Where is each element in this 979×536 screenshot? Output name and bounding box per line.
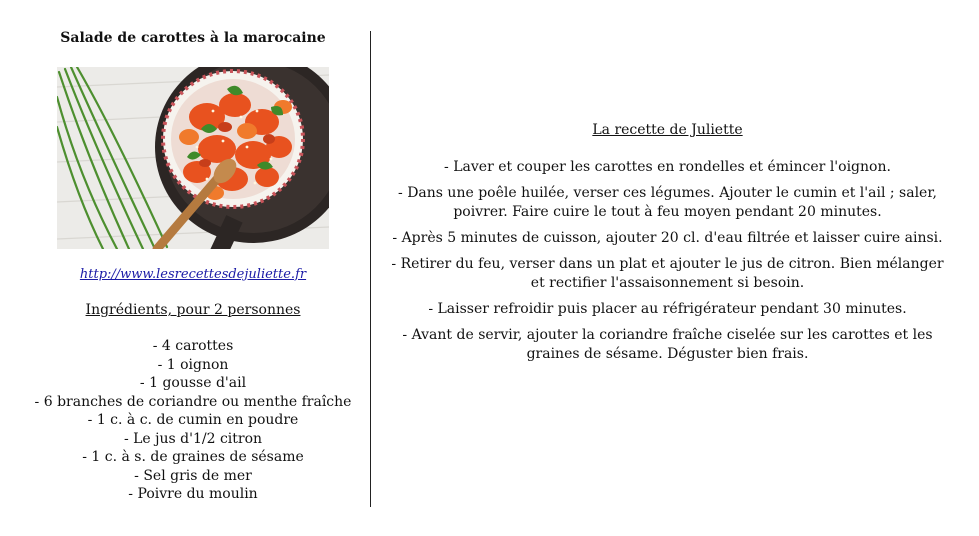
right-column [390,120,945,371]
list-item: - Sel gris de mer [134,467,252,484]
recipe-step: - Laver et couper les carottes en rondelles et émincer l'oignon. [444,159,891,175]
recipe-step: - Laisser refroidir puis placer au réfrigérateur pendant 30 minutes. [428,301,907,317]
recipe-step: - Retirer du feu, verser dans un plat et ajouter le jus de citron. Bien mélanger et rectifier l'assaisonnement si besoin. [391,256,944,291]
list-item: - Poivre du moulin [128,486,258,502]
recipe-heading: La recette de Juliette [592,122,743,138]
list-item: - 1 oignon [157,356,229,373]
recipe-step: - Dans une poêle huilée, verser ces légumes. Ajouter le cumin et l'ail ; saler, poivrer. Faire cuire le tout à feu moyen pendant 20 minutes. [398,185,937,220]
list-item: - Le jus d'1/2 citron [123,430,263,447]
list-item: - 4 carottes [152,338,234,354]
ingredients-heading: Ingrédients, pour 2 personnes [85,302,301,318]
recipe-step: - Après 5 minutes de cuisson, ajouter 20 cl. d'eau filtrée et laisser cuire ainsi. [392,230,943,246]
list-item: - 1 gousse d'ail [139,375,247,391]
recipe-step: - Avant de servir, ajouter la coriandre fraîche ciselée sur les carottes et les graines de sésame. Déguster bien frais. [402,327,933,362]
carrot-salad-photo [57,67,329,249]
list-item: - 1 c. à s. de graines de sésame [82,449,304,465]
recipe-title: Salade de carottes à la marocaine [60,30,326,46]
source-link[interactable]: http://www.lesrecettesdejuliette.fr [79,267,307,282]
list-item: - 1 c. à c. de cumin en poudre [87,412,299,428]
column-divider [370,31,371,507]
ingredients-list [28,337,358,504]
list-item: - 6 branches de coriandre ou menthe fraîche [34,393,352,410]
left-column [28,28,358,504]
recipe-steps [390,158,945,364]
